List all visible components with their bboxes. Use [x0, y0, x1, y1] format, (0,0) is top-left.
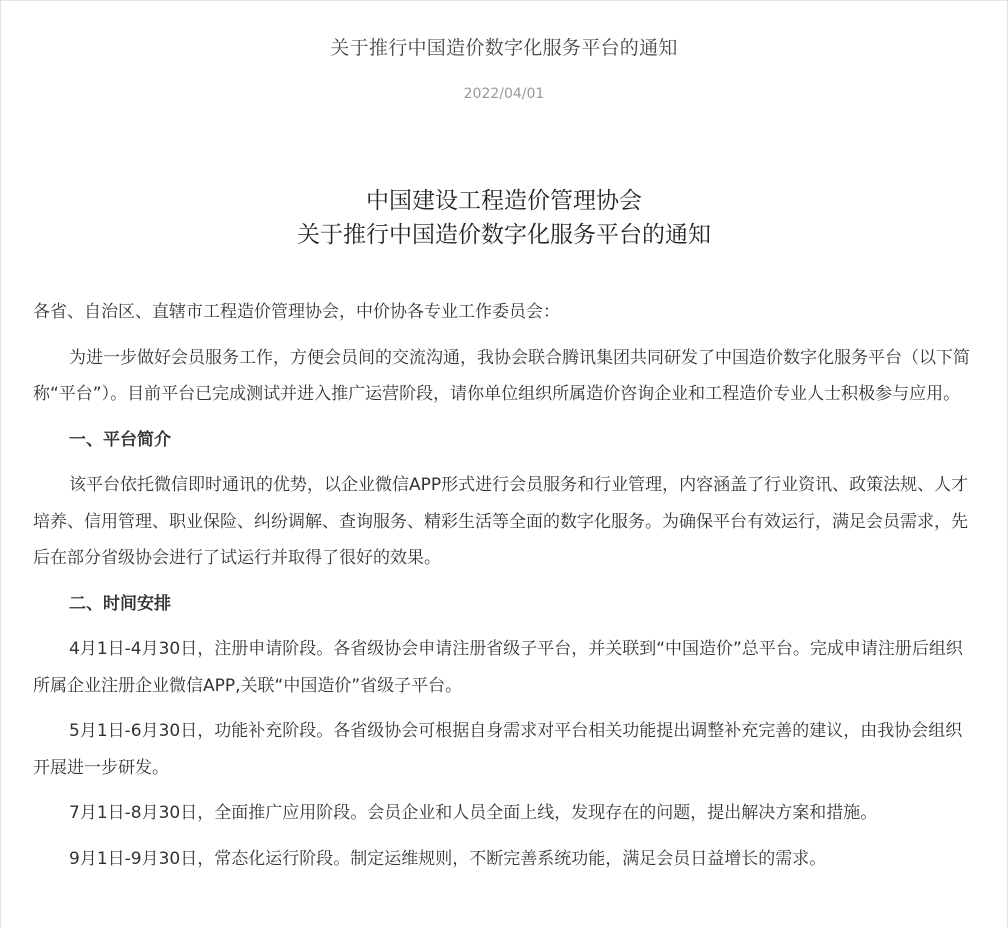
schedule-item: 4月1日-4月30日，注册申请阶段。各省级协会申请注册省级子平台，并关联到“中国造价”总平台。完成申请注册后组织所属企业注册企业微信APP,关联“中国造价”省级子平台。 — [33, 639, 963, 696]
section-title-schedule: 二、时间安排 — [69, 593, 171, 614]
platform-intro-paragraph: 该平台依托微信即时通讯的优势，以企业微信APP形式进行会员服务和行业管理，内容涵盖了行业资讯、政策法规、人才培养、信用管理、职业保险、纠纷调解、查询服务、精彩生活等全面的数字化服务。为确保平台有效运行，满足会员需求，先后在部分省级协会进行了试运行并取得了很好的效果。 — [33, 475, 969, 568]
salutation: 各省、自治区、直辖市工程造价管理协会，中价协各专业工作委员会： — [33, 302, 560, 322]
heading-organization: 中国建设工程造价管理协会 — [366, 188, 642, 214]
document-heading — [0, 184, 1008, 252]
heading-subject: 关于推行中国造价数字化服务平台的通知 — [297, 222, 711, 248]
schedule-item: 5月1日-6月30日，功能补充阶段。各省级协会可根据自身需求对平台相关功能提出调整补充完善的建议，由我协会组织开展进一步研发。 — [33, 721, 963, 778]
intro-paragraph: 为进一步做好会员服务工作，方便会员间的交流沟通，我协会联合腾讯集团共同研发了中国造价数字化服务平台（以下简称“平台”）。目前平台已完成测试并进入推广运营阶段，请你单位组织所属造价咨询企业和工程造价专业人士积极参与应用。 — [33, 347, 970, 404]
notice-header — [0, 34, 1008, 104]
notice-title: 关于推行中国造价数字化服务平台的通知 — [330, 37, 678, 59]
schedule-item: 7月1日-8月30日，全面推广应用阶段。会员企业和人员全面上线，发现存在的问题，提出解决方案和措施。 — [69, 803, 878, 823]
section-title-platform-intro: 一、平台简介 — [69, 429, 171, 450]
schedule-item: 9月1日-9月30日，常态化运行阶段。制定运维规则，不断完善系统功能，满足会员日益增长的需求。 — [69, 848, 827, 869]
publish-date: 2022/04/01 — [463, 86, 545, 102]
document-body — [33, 294, 973, 886]
